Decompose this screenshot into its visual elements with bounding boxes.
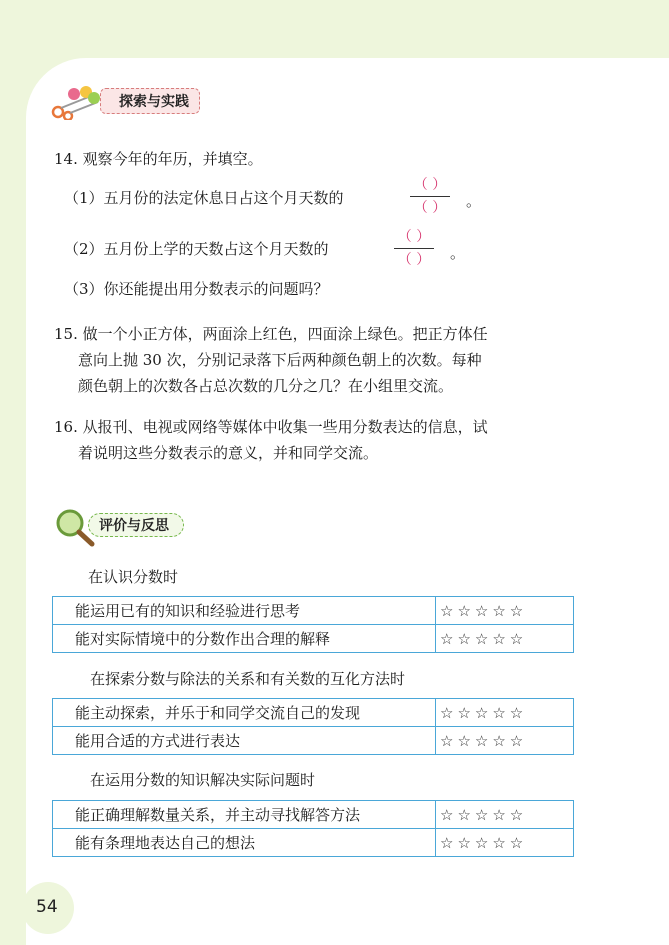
top-decorative-band — [0, 0, 669, 58]
row-text: 能对实际情境中的分数作出合理的解释 — [53, 625, 436, 653]
numerator: （ ） — [413, 177, 447, 193]
q14-sub2: （2）五月份上学的天数占这个月天数的 — [64, 240, 329, 258]
scissors-icon — [48, 84, 108, 120]
row-text: 能主动探索，并乐于和同学交流自己的发现 — [53, 699, 436, 727]
table-row — [53, 625, 574, 653]
fraction-bar — [410, 196, 450, 197]
eval-heading-2: 在探索分数与除法的关系和有关数的互化方法时 — [90, 670, 406, 688]
page-number: 54 — [36, 897, 58, 917]
table-row — [53, 699, 574, 727]
eval-table-3 — [52, 800, 574, 857]
q14-sub2-end: 。 — [450, 244, 466, 262]
star-rating[interactable]: ☆☆☆☆☆ — [436, 727, 574, 755]
q15-line1: 15. 做一个小正方体，两面涂上红色，四面涂上绿色。把正方体任 — [54, 325, 488, 343]
q15-line3: 颜色朝上的次数各占总次数的几分之几？在小组里交流。 — [78, 377, 454, 395]
q14-text: 14. 观察今年的年历，并填空。 — [54, 150, 263, 168]
star-rating[interactable]: ☆☆☆☆☆ — [436, 801, 574, 829]
q14-sub3: （3）你还能提出用分数表示的问题吗？ — [64, 280, 329, 298]
row-text: 能运用已有的知识和经验进行思考 — [53, 597, 436, 625]
denominator: （ ） — [397, 252, 431, 268]
evaluation-section-tag — [54, 508, 194, 544]
q16-line2: 着说明这些分数表示的意义，并和同学交流。 — [78, 444, 379, 462]
eval-heading-1: 在认识分数时 — [88, 568, 179, 586]
q14-sub1-fraction — [410, 176, 450, 217]
fraction-bar — [394, 248, 434, 249]
eval-table-1 — [52, 596, 574, 653]
row-text: 能用合适的方式进行表达 — [53, 727, 436, 755]
row-text: 能正确理解数量关系，并主动寻找解答方法 — [53, 801, 436, 829]
table-row — [53, 597, 574, 625]
left-decorative-band — [0, 0, 26, 945]
row-text: 能有条理地表达自己的想法 — [53, 829, 436, 857]
star-rating[interactable]: ☆☆☆☆☆ — [436, 625, 574, 653]
table-row — [53, 829, 574, 857]
q15-line2: 意向上抛 30 次，分别记录落下后两种颜色朝上的次数。每种 — [78, 351, 482, 369]
star-rating[interactable]: ☆☆☆☆☆ — [436, 597, 574, 625]
q14-sub1: （1）五月份的法定休息日占这个月天数的 — [64, 189, 344, 207]
q14-sub1-end: 。 — [466, 192, 482, 210]
star-rating[interactable]: ☆☆☆☆☆ — [436, 699, 574, 727]
q16-line1: 16. 从报刊、电视或网络等媒体中收集一些用分数表达的信息，试 — [54, 418, 488, 436]
numerator: （ ） — [397, 229, 431, 245]
evaluation-title: 评价与反思 — [88, 513, 184, 537]
table-row — [53, 727, 574, 755]
eval-heading-3: 在运用分数的知识解决实际问题时 — [90, 771, 316, 789]
star-rating[interactable]: ☆☆☆☆☆ — [436, 829, 574, 857]
q14-sub2-fraction — [394, 228, 434, 269]
table-row — [53, 801, 574, 829]
explore-title: 探索与实践 — [100, 88, 200, 114]
denominator: （ ） — [413, 200, 447, 216]
eval-table-2 — [52, 698, 574, 755]
